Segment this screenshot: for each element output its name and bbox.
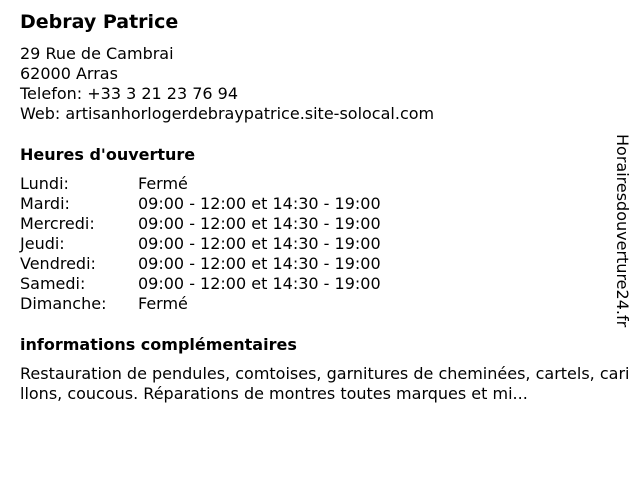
day-hours: 09:00 - 12:00 et 14:30 - 19:00 bbox=[138, 274, 381, 293]
hours-row-sunday bbox=[20, 294, 440, 314]
hours-row-monday bbox=[20, 174, 440, 194]
hours-row-wednesday bbox=[20, 214, 440, 234]
hours-row-thursday bbox=[20, 234, 440, 254]
phone-number: Telefon: +33 3 21 23 76 94 bbox=[20, 84, 239, 103]
contact-block bbox=[20, 44, 434, 124]
day-hours: 09:00 - 12:00 et 14:30 - 19:00 bbox=[138, 234, 381, 253]
business-name: Debray Patrice bbox=[20, 11, 179, 33]
site-watermark: Horairesdouverture24.fr bbox=[613, 134, 632, 328]
day-hours: 09:00 - 12:00 et 14:30 - 19:00 bbox=[138, 214, 381, 233]
business-description: Restauration de pendules, comtoises, garnitures de cheminées, cartels, carillons, coucous. Réparations de montres toutes marques et mi... bbox=[20, 364, 630, 403]
hours-row-tuesday bbox=[20, 194, 440, 214]
day-hours: 09:00 - 12:00 et 14:30 - 19:00 bbox=[138, 254, 381, 273]
additional-info-heading: informations complémentaires bbox=[20, 335, 297, 354]
opening-hours-heading: Heures d'ouverture bbox=[20, 145, 196, 164]
address-city: 62000 Arras bbox=[20, 64, 118, 83]
day-hours: Fermé bbox=[138, 294, 188, 313]
opening-hours-table bbox=[20, 174, 440, 314]
day-label: Mardi: bbox=[20, 194, 70, 213]
website-url: Web: artisanhorlogerdebraypatrice.site-solocal.com bbox=[20, 104, 435, 123]
day-label: Dimanche: bbox=[20, 294, 107, 313]
day-label: Vendredi: bbox=[20, 254, 96, 273]
day-label: Mercredi: bbox=[20, 214, 95, 233]
address-street: 29 Rue de Cambrai bbox=[20, 44, 174, 63]
hours-row-friday bbox=[20, 254, 440, 274]
day-label: Lundi: bbox=[20, 174, 69, 193]
day-hours: Fermé bbox=[138, 174, 188, 193]
hours-row-saturday bbox=[20, 274, 440, 294]
day-label: Jeudi: bbox=[20, 234, 65, 253]
day-hours: 09:00 - 12:00 et 14:30 - 19:00 bbox=[138, 194, 381, 213]
day-label: Samedi: bbox=[20, 274, 86, 293]
